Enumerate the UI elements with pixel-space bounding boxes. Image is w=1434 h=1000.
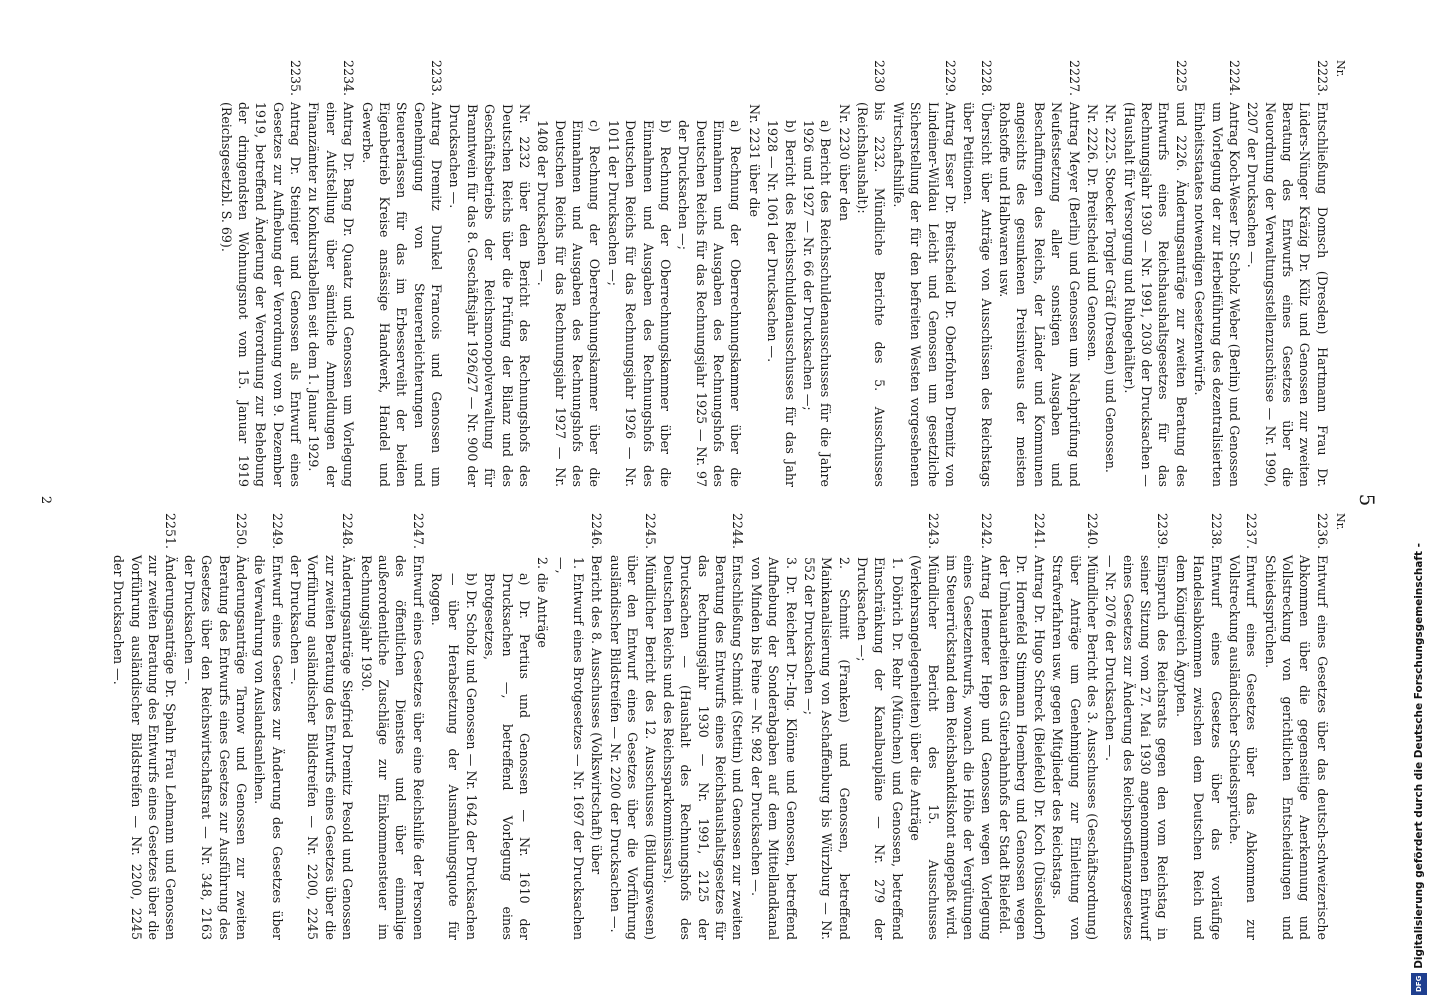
entry-text: bis 2232. Mündliche Berichte des 5. Ausschusses (Reichshaushalt): xyxy=(855,102,888,487)
entry-number: 2243. xyxy=(925,513,941,550)
entry-number: 2246. xyxy=(589,513,605,550)
document-entry xyxy=(675,120,745,487)
entry-number: 2242. xyxy=(978,513,994,550)
entry-text: und 2226. Änderungsanträge zur zweiten Beratung des Entwurfs eines Reichshaushaltsgesetzes für das Rechnungsjahr 1930 — Nr. 1991, 2030 der Drucksachen — (Haushalt für Versorgung und Ruhegehälter). xyxy=(1121,102,1189,487)
right-entry-list xyxy=(110,513,1331,940)
entry-text: Entwurf eines Gesetzes über das vorläufige Handelsabkommen zwischen dem Deutschen Reich und dem Königreich Ägypten. xyxy=(1173,555,1224,940)
entry-text: Entschließung Domsch (Dresden) Hartmann Frau Dr. Lüders-Nünger Kräzig Dr. Külz und Genossen zur zweiten Beratung des Entwurfs eines Gesetzes über die Neuordnung der Verwaltungsstellenzuschüsse — Nr. 1990, 2207 der Drucksachen —. xyxy=(1245,102,1330,487)
document-entry xyxy=(764,120,799,487)
entry-number: 2239. xyxy=(1155,513,1171,550)
document-entry xyxy=(588,513,605,940)
document-entry xyxy=(996,513,1048,940)
entry-number: 2224. xyxy=(1226,60,1242,97)
entry-text: a) Rechnung der Oberrechnungskammer über die Einnahmen und Ausgaben des Rechnungshofs des Deutschen Reichs für das Rechnungsjahr 1925 — Nr. 97 der Drucksachen —; xyxy=(676,120,744,487)
document-entry xyxy=(110,513,180,940)
entry-text: b) Bericht des Reichsschuldenausschusses für das Jahr 1928 — Nr. 1061 der Drucksachen —. xyxy=(765,120,798,487)
document-entry xyxy=(943,513,995,940)
document-entry xyxy=(854,60,889,487)
digitization-notice xyxy=(1408,5,1430,995)
column-nr-header: Nr. xyxy=(1334,60,1347,78)
entry-number: 2245. xyxy=(642,513,658,550)
entry-text: Antrag Koch-Weser Dr. Scholz Weber (Berlin) und Genossen um Vorlegung der zur Herbeiführung des dezentralisierten Einheitsstaates notwendigen Gesetzentwürfe. xyxy=(1192,102,1242,487)
entry-text: a) Bericht des Reichsschuldenausschusses für die Jahre 1926 und 1927 — Nr. 66 der Drucksachen —; xyxy=(800,120,834,487)
document-entry xyxy=(889,60,959,487)
entry-text: 2. die Anträge xyxy=(535,557,551,648)
dfg-logo: DFG xyxy=(1411,973,1427,995)
document-entry xyxy=(996,60,1083,487)
digitization-notice-text: Digitalisierung gefördert durch die Deutsche Forschungsgemeinschaft - xyxy=(1413,543,1425,969)
entry-text: Bericht des 8. Ausschusses (Volkswirtschaft) über xyxy=(589,555,605,875)
entry-text: 2. Schmitt (Franken) und Genossen, betreffend Mainkanalisierung von Aschaffenburg bis Würzburg — Nr. 552 der Drucksachen —; xyxy=(801,557,852,940)
entry-text: Änderungsanträge Dr. Spahn Frau Lehmann und Genossen zur zweiten Beratung des Entwurfs eines Gesetzes über die Vorführung ausländischer Bildstreifen — Nr. 2200, 2245 der Drucksachen —. xyxy=(111,555,179,940)
entry-number: 2235. xyxy=(288,60,304,97)
document-entry xyxy=(287,513,357,940)
entry-number: 2250. xyxy=(233,513,249,550)
entry-number: 2238. xyxy=(1208,513,1224,550)
document-entry xyxy=(481,573,533,940)
document-entry xyxy=(660,513,747,940)
entry-text: Antrag Dr. Hugo Schreck (Bielefeld) Dr. Koch (Düsseldorf) Dr. Hornefeld Stimmann Hoemberg und Genossen wegen der Umbauarbeiten des Güterbahnhofs der Stadt Bielefeld. xyxy=(997,555,1047,940)
entry-number: 2240. xyxy=(1084,513,1100,550)
document-entry xyxy=(305,60,357,487)
document-entry xyxy=(251,513,286,940)
signature-mark: 2 xyxy=(38,495,53,505)
entry-number: 2247. xyxy=(410,513,426,550)
document-entry xyxy=(747,557,799,940)
entry-text: Einspruch des Reichsrats gegen den vom Reichstag in seiner Sitzung vom 27. Mai 1930 angenommenen Entwurf eines Gesetzes zur Änderung des Reichspostfinanzgesetzes — Nr. 2076 der Drucksachen —. xyxy=(1103,555,1171,940)
entry-text: 1. Entwurf eines Brotgesetzes — Nr. 1697 der Drucksachen —, xyxy=(553,557,587,940)
entry-text: Änderungsanträge Siegfried Dremitz Pesold und Genossen zur zweiten Beratung des Entwurfs eines Gesetzes über die Vorführung ausländischer Bildstreifen — Nr. 2200, 2245 der Drucksachen —. xyxy=(288,555,356,940)
document-entry xyxy=(606,513,658,940)
entry-text: a) Dr. Pertius und Genossen — Nr. 1610 der Drucksachen —, betreffend Vorlegung eines Brotgesetzes, xyxy=(482,573,532,940)
entry-number: 2230 xyxy=(872,60,888,93)
document-entry xyxy=(1244,60,1331,487)
document-entry xyxy=(180,513,250,940)
entry-text: Nr. 2230 über den xyxy=(836,104,852,221)
entry-number: 2236. xyxy=(1314,513,1330,550)
page-number: 5 xyxy=(1355,493,1379,507)
entry-text: Mündlicher Bericht des 12. Ausschusses (Bildungswesen) über den Entwurf eines Gesetzes über die Vorführung ausländischer Bildstreifen — Nr. 2200 der Drucksachen —. xyxy=(607,555,658,940)
document-entry xyxy=(907,513,942,940)
columns xyxy=(109,60,1348,940)
entry-text: Antrag Meyer (Berlin) und Genossen um Nachprüfung und Neufestsetzung aller sonstigen Ausgaben und Beschaffungen des Reichs, der Länder und Kommunen angesichts des gesunkenen Preisniveaus der meisten Rohstoffe und Halbwaren usw. xyxy=(997,102,1082,487)
entry-number: 2225 xyxy=(1173,60,1189,93)
document-entry xyxy=(428,573,480,940)
entry-number: 2223. xyxy=(1314,60,1330,97)
document-entry xyxy=(358,60,445,487)
entry-text: Entschließung Schmidt (Stettin) und Genossen zur zweiten Beratung des Entwurfs eines Reichshaushaltsgesetzes für das Rechnungsjahr 1930 — Nr. 1991, 2125 der Drucksachen — (Haushalt des Rechnungshofs des Deutschen Reichs und des Reichssparkommissars). xyxy=(660,555,746,940)
document-entry xyxy=(217,60,304,487)
document-entry xyxy=(800,120,835,487)
entry-text: Änderungsanträge Tarnow und Genossen zur zweiten Beratung des Entwurfs eines Gesetzes zur Ausführung des Gesetzes über den Reichswirtschaftsrat — Nr. 348, 2163 der Drucksachen —. xyxy=(181,555,249,940)
entry-text: b) Rechnung der Oberrechnungskammer über die Einnahmen und Ausgaben des Rechnungshofs des Deutschen Reichs für das Rechnungsjahr 1926 — Nr. 1011 der Drucksachen —; xyxy=(605,120,673,487)
document-entry xyxy=(745,104,762,487)
document-entry xyxy=(552,557,587,940)
document-entry xyxy=(1226,513,1261,940)
right-column xyxy=(109,513,1348,940)
document-entry xyxy=(604,120,674,487)
entry-text: Übersicht über Anträge von Ausschüssen des Reichstags über Petitionen. xyxy=(961,102,994,487)
document-entry xyxy=(1172,513,1224,940)
entry-number: 2227. xyxy=(1066,60,1082,97)
entry-text: b) Dr. Scholz und Genossen — Nr. 1642 der Drucksachen — über Herabsetzung der Ausmahlungsquote für Roggen. xyxy=(429,573,479,940)
document-entry xyxy=(1102,104,1119,487)
document-entry xyxy=(534,557,551,940)
entry-number: 2251. xyxy=(163,513,179,550)
entry-text: Nr. 2232 über den Bericht des Rechnungshofs des Deutschen Reichs über die Prüfung der Bilanz und des Geschäftsbetriebs der Reichsmonopolverwaltung für Branntwein für das 8. Geschäftsjahr 1926/27 — Nr. 900 der Drucksachen —. xyxy=(447,104,532,487)
entry-text: Antrag Esser Dr. Breitscheid Dr. Oberfohren Dremitz von Lindeiner-Wildau Leicht und Genossen um gesetzliche Sicherstellung der für den befreiten Westen vorgesehenen Wirtschaftshilfe. xyxy=(890,102,958,487)
document-entry xyxy=(960,60,995,487)
entry-text: Antrag Hemeter Hepp und Genossen wegen Vorlegung eines Gesetzentwurfs, wonach die Höhe der Vergütungen im Steuerrückstand dem Reichsbankdiskont angepaßt wird. xyxy=(943,555,994,940)
document-entry xyxy=(1049,513,1101,940)
left-entry-list xyxy=(217,60,1331,487)
document-entry xyxy=(1191,60,1243,487)
document-entry xyxy=(1102,513,1172,940)
entry-number: 2248. xyxy=(340,513,356,550)
entry-text: 3. Dr. Reichert Dr.-Ing. Klönne und Genossen, betreffend Aufhebung der Sonderabgaben auf dem Mittellandkanal von Minden bis Peine — Nr. 982 der Drucksachen —. xyxy=(748,557,799,940)
entry-text: Entwurf eines Gesetzes über eine Reichshilfe der Personen des öffentlichen Dienstes und über einmalige außerordentliche Zuschläge zur Einkommensteuer im Rechnungsjahr 1930. xyxy=(358,555,426,940)
entry-text: Entwurf eines Gesetzes zur Änderung des Gesetzes über die Verwahrung von Auslandsanleihen. xyxy=(252,555,285,940)
entry-text: Antrag Dr. Steiniger und Genossen als Entwurf eines Gesetzes zur Aufhebung der Verordnung vom 9. Dezember 1919, betreffend Änderung der Verordnung zur Behebung der dringendsten Wohnungsnot vom 15. Januar 1919 (Reichsgesetzbl. S. 69). xyxy=(218,102,304,487)
document-entry xyxy=(1084,104,1101,487)
entry-text: Entwurf eines Gesetzes über das deutsch-schweizerische Abkommen über die gegenseitige Anerkennung und Vollstreckung von gerichtlichen Entscheidungen und Schiedssprüchen. xyxy=(1262,555,1330,940)
entry-text: 1. Döbrich Dr. Rehr (München) und Genossen, betreffend Einschränkung der Kanalbaupläne — Nr. 279 der Drucksachen —; xyxy=(855,557,905,940)
entry-text: Nr. 2226. Dr. Breitscheid und Genossen. xyxy=(1084,104,1100,362)
entry-text: c) Rechnung der Oberrechnungskammer über die Einnahmen und Ausgaben des Rechnungshofs des Deutschen Reichs für das Rechnungsjahr 1927 — Nr. 1408 der Drucksachen —. xyxy=(535,120,603,487)
entry-text: Mündlicher Bericht des 3. Ausschusses (Geschäftsordnung) über Anträge um Genehmigung zur Einleitung von Strafverfahren usw. gegen Mitglieder des Reichstags. xyxy=(1050,555,1100,940)
document-entry xyxy=(1261,513,1331,940)
entry-number: 2228. xyxy=(978,60,994,97)
document-entry xyxy=(801,557,853,940)
left-column xyxy=(109,60,1348,487)
entry-number: 2241. xyxy=(1031,513,1047,550)
document-entry xyxy=(1120,60,1190,487)
entry-text: Nr. 2225. Stoecker Torgler Gräf (Dresden) und Genossen. xyxy=(1103,104,1119,473)
document-entry xyxy=(534,120,604,487)
document-entry xyxy=(835,104,852,487)
document-entry xyxy=(357,513,427,940)
column-nr-header: Nr. xyxy=(1334,513,1347,531)
entry-text: Antrag Dr. Bang Dr. Quaatz und Genossen um Vorlegung einer Aufstellung über sämtliche Anmeldungen der Finanzämter zu Konkurstabellen seit dem 1. Januar 1929. xyxy=(306,102,357,487)
entry-text: Antrag Dremitz Dunkel Francois und Genossen um Genehmigung von Steuererleichterungen und Steuererlassen für das im Erbesserveiht der beiden Eigenbetrieb Kreise ansässige Handwerk, Handel und Gewerbe. xyxy=(359,102,445,487)
entry-number: 2233. xyxy=(429,60,445,97)
entry-text: Nr. 2231 über die xyxy=(746,104,762,217)
entry-number: 2229. xyxy=(942,60,958,97)
document-entry xyxy=(446,104,533,487)
document-entry xyxy=(854,557,906,940)
entry-text: Entwurf eines Gesetzes über das Abkommen zur Vollstreckung ausländischer Schiedssprüche. xyxy=(1226,555,1260,940)
entry-number: 2234. xyxy=(341,60,357,97)
entry-number: 2249. xyxy=(269,513,285,550)
entry-text: Mündlicher Bericht des 15. Ausschusses (Verkehrsangelegenheiten) über die Anträge xyxy=(908,555,941,940)
entry-number: 2244. xyxy=(730,513,746,550)
entry-number: 2237. xyxy=(1244,513,1260,550)
